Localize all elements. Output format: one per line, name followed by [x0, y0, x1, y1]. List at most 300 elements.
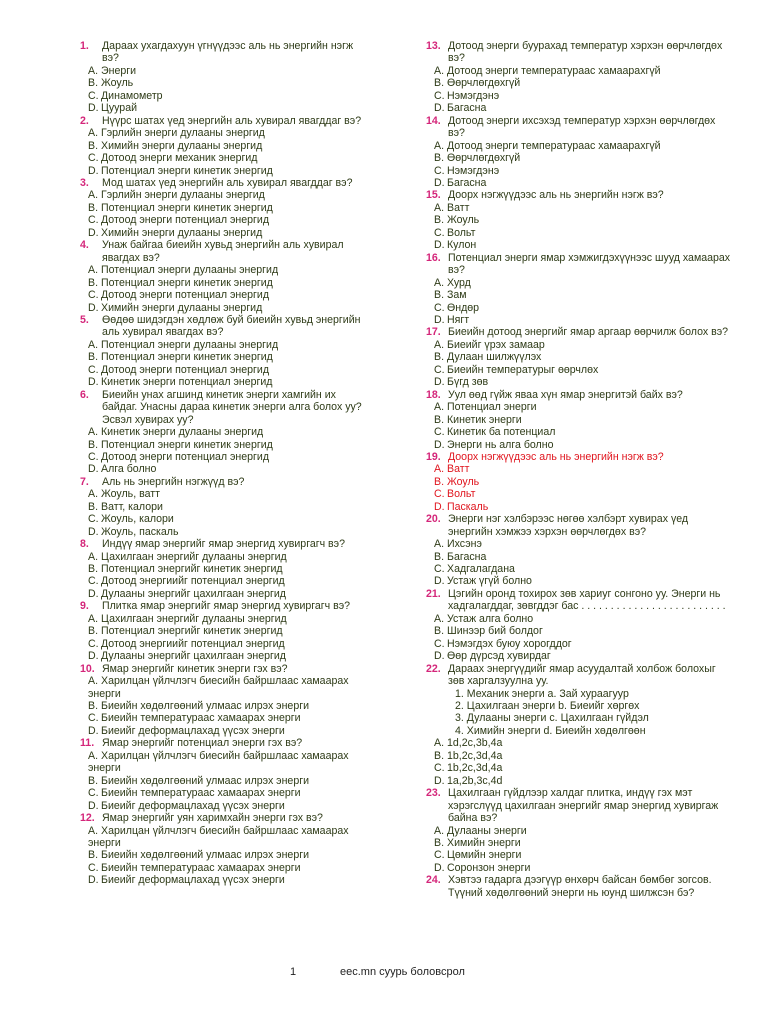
question-block: [414, 663, 734, 688]
option-letter: C.: [88, 89, 99, 102]
option-text: Дотоод энерги потенциал энергид: [101, 214, 269, 227]
answer-option[interactable]: [88, 339, 368, 351]
option-text: Химийн энерги: [447, 837, 521, 849]
option-letter: B.: [434, 289, 445, 302]
option-letter: B.: [88, 849, 99, 862]
question-number: 18.: [426, 388, 441, 401]
option-text: Дотоод энерги механик энергид: [101, 152, 258, 165]
option-letter: C.: [88, 787, 99, 800]
question-number: 20.: [426, 513, 441, 526]
question-block: [68, 314, 368, 339]
answer-option[interactable]: [434, 563, 734, 575]
answer-option[interactable]: [88, 650, 368, 662]
option-text: Багасна: [447, 550, 487, 563]
answer-option[interactable]: [88, 289, 368, 301]
option-letter: B.: [434, 837, 445, 849]
option-letter: C.: [88, 363, 99, 376]
option-letter: D.: [88, 164, 99, 177]
question-number: 19.: [426, 450, 441, 463]
answer-option[interactable]: [434, 488, 734, 500]
answer-option[interactable]: [434, 227, 734, 239]
answer-option[interactable]: [88, 463, 368, 475]
question-text: Мод шатах үед энергийн аль хувирал явагддаг вэ?: [102, 176, 353, 189]
option-text: Дулаан шилжүүлэх: [447, 351, 542, 364]
question-text: Ямар энергийг потенциал энерги гэх вэ?: [102, 737, 303, 750]
option-letter: B.: [434, 625, 445, 638]
option-text: Кинетик энерги потенциал энергид: [101, 376, 273, 389]
option-letter: D.: [88, 650, 99, 663]
question-block: [414, 252, 734, 277]
answer-option[interactable]: [88, 202, 368, 214]
option-letter: C.: [88, 712, 99, 725]
option-text: Кинетик энерги: [447, 413, 522, 426]
answer-option[interactable]: [434, 152, 734, 164]
option-letter: A.: [88, 749, 99, 762]
question-number: 7.: [80, 475, 89, 488]
answer-option[interactable]: [434, 314, 734, 326]
answer-option[interactable]: [88, 712, 368, 724]
answer-option[interactable]: [434, 376, 734, 388]
question-block: [414, 40, 734, 65]
answer-option[interactable]: [88, 787, 368, 799]
answer-option[interactable]: [434, 351, 734, 363]
answer-option[interactable]: [434, 214, 734, 226]
option-letter: B.: [434, 152, 445, 165]
option-text: Харилцан үйлчлэгч биесийн байршлаас хамаарах энерги: [88, 749, 349, 775]
answer-options: [414, 825, 734, 875]
question-block: [68, 663, 368, 675]
option-text: Жоуль, паскаль: [101, 525, 179, 538]
answer-option[interactable]: [88, 588, 368, 600]
footer-source: eec.mn суурь боловсрол: [340, 966, 465, 978]
option-text: Дулааны энерги: [447, 824, 527, 837]
answer-option[interactable]: [88, 277, 368, 289]
answer-option[interactable]: [88, 302, 368, 314]
answer-options: [68, 426, 368, 476]
option-letter: D.: [88, 376, 99, 389]
answer-option[interactable]: [88, 227, 368, 239]
question-text: Энерги нэг хэлбэрээс нөгөө хэлбэрт хувирах үед энергийн хэмжээ хэрхэн өөрчлөгдөх вэ?: [448, 513, 689, 538]
answer-option[interactable]: [88, 439, 368, 451]
answer-option[interactable]: [434, 737, 734, 749]
answer-option[interactable]: [88, 77, 368, 89]
option-text: Багасна: [447, 102, 487, 115]
option-text: Ватт, калори: [101, 500, 163, 513]
option-text: 1b,2c,3d,4a: [447, 762, 503, 775]
option-text: Химийн энерги дулааны энергид: [101, 226, 263, 239]
option-text: Өөрчлөгдөхгүй: [447, 77, 521, 90]
option-letter: B.: [88, 700, 99, 713]
option-letter: D.: [434, 102, 445, 115]
answer-option[interactable]: [88, 513, 368, 525]
option-letter: A.: [88, 264, 99, 277]
question-block: [414, 326, 734, 338]
answer-option[interactable]: [434, 638, 734, 650]
option-letter: C.: [434, 637, 445, 650]
answer-option[interactable]: [434, 65, 734, 77]
answer-option[interactable]: [434, 277, 734, 289]
option-letter: A.: [434, 401, 445, 414]
question-block: [68, 40, 368, 65]
answer-option[interactable]: [88, 700, 368, 712]
question-text: Дотоод энерги буурахад температур хэрхэн өөрчлөгдөх вэ?: [448, 40, 723, 65]
option-text: Биеийг үрэх замаар: [447, 338, 545, 351]
option-text: Биеийн температураас хамаарах энерги: [101, 712, 301, 725]
answer-option[interactable]: [88, 675, 368, 700]
option-letter: D.: [434, 861, 445, 874]
option-text: Биеийн хөдөлгөөний улмаас илрэх энерги: [101, 849, 310, 862]
answer-option[interactable]: [434, 239, 734, 251]
option-text: Потенциал энерги: [447, 401, 537, 414]
option-text: Биеийг деформацлахад үүсэх энерги: [101, 799, 285, 812]
question-text: Аль нь энергийн нэгжүүд вэ?: [102, 475, 245, 488]
answer-option[interactable]: [88, 849, 368, 861]
question-number: 2.: [80, 114, 89, 127]
question-text: Уул өөд гүйж яваа хүн ямар энергитэй байх вэ?: [448, 388, 683, 401]
option-letter: B.: [434, 475, 445, 488]
answer-option[interactable]: [88, 152, 368, 164]
option-letter: D.: [88, 301, 99, 314]
option-text: Вольт: [447, 226, 476, 239]
answer-option[interactable]: [434, 825, 734, 837]
option-letter: D.: [88, 102, 99, 115]
question-block: [68, 177, 368, 189]
option-text: Потенциал энерги кинетик энергид: [101, 164, 273, 177]
question-block: [414, 513, 734, 538]
answer-option[interactable]: [88, 638, 368, 650]
answer-option[interactable]: [434, 364, 734, 376]
answer-option[interactable]: [88, 800, 368, 812]
option-letter: C.: [434, 164, 445, 177]
option-letter: D.: [88, 587, 99, 600]
question-text: Дараах энергүүдийг ямар асуудалтай холбож болохыг зөв харгалзуулна уу.: [448, 662, 716, 688]
option-letter: A.: [88, 189, 99, 202]
option-letter: B.: [434, 77, 445, 90]
option-text: Потенциал энерги дулааны энергид: [101, 264, 279, 277]
answer-option[interactable]: [434, 463, 734, 475]
option-letter: B.: [88, 500, 99, 513]
option-letter: A.: [434, 201, 445, 214]
answer-option[interactable]: [434, 762, 734, 774]
answer-option[interactable]: [434, 140, 734, 152]
option-letter: D.: [434, 438, 445, 451]
option-letter: B.: [88, 276, 99, 289]
option-text: Кинетик энерги дулааны энергид: [101, 426, 264, 439]
question-text: Ямар энергийг кинетик энерги гэх вэ?: [102, 662, 288, 675]
option-text: Гэрлийн энерги дулааны энергид: [101, 189, 265, 202]
option-text: Гэрлийн энерги дулааны энергид: [101, 127, 265, 140]
option-letter: B.: [434, 351, 445, 364]
option-letter: A.: [434, 463, 445, 476]
option-text: Харилцан үйлчлэгч биесийн байршлаас хамаарах энерги: [88, 824, 349, 849]
option-text: Ватт: [447, 201, 470, 214]
option-text: Алга болно: [101, 463, 157, 476]
option-text: Соронзон энерги: [447, 861, 531, 874]
question-number: 11.: [80, 737, 95, 750]
answer-option[interactable]: [88, 825, 368, 850]
question-number: 1.: [80, 40, 89, 52]
answer-option[interactable]: [434, 551, 734, 563]
option-letter: C.: [88, 575, 99, 588]
question-number: 24.: [426, 874, 441, 887]
option-text: Паскаль: [447, 500, 489, 513]
answer-option[interactable]: [434, 625, 734, 637]
answer-option[interactable]: [434, 90, 734, 102]
option-letter: C.: [434, 563, 445, 576]
question-block: [68, 476, 368, 488]
answer-option[interactable]: [88, 775, 368, 787]
option-text: Жоуль: [447, 214, 480, 227]
question-number: 23.: [426, 787, 441, 800]
answer-option[interactable]: [434, 339, 734, 351]
answer-options: [414, 277, 734, 327]
option-letter: D.: [434, 376, 445, 389]
option-letter: B.: [88, 625, 99, 638]
question-number: 9.: [80, 600, 89, 613]
option-text: Энерги: [101, 64, 137, 77]
answer-option[interactable]: [434, 501, 734, 513]
answer-option[interactable]: [88, 488, 368, 500]
question-text: Плитка ямар энергийг ямар энергид хувиргагч вэ?: [102, 600, 351, 613]
option-text: Өөрчлөгдөхгүй: [447, 152, 521, 165]
question-block: [68, 812, 368, 824]
option-letter: D.: [434, 176, 445, 189]
option-text: Зам: [447, 289, 467, 302]
answer-option[interactable]: [88, 551, 368, 563]
option-text: Дотоод энерги температураас хамаарахгүй: [447, 139, 661, 152]
answer-options: [68, 65, 368, 115]
answer-option[interactable]: [434, 650, 734, 662]
option-text: Цахилгаан энергийг дулааны энергид: [101, 550, 287, 563]
question-number: 14.: [426, 114, 441, 127]
question-number: 5.: [80, 313, 89, 326]
option-text: Бүгд зөв: [447, 376, 489, 389]
answer-option[interactable]: [88, 575, 368, 587]
option-text: Дотоод энерги потенциал энергид: [101, 450, 269, 463]
option-text: Ватт: [447, 463, 470, 476]
answer-options: [414, 737, 734, 787]
answer-options: [414, 463, 734, 513]
answer-option[interactable]: [434, 775, 734, 787]
option-text: Потенциал энерги кинетик энергид: [101, 438, 273, 451]
option-text: Жоуль, ватт: [101, 488, 160, 501]
question-text: Нүүрс шатах үед энергийн аль хувирал явагддаг вэ?: [102, 114, 362, 127]
answer-option[interactable]: [88, 563, 368, 575]
matching-item: 2. Цахилгаан энерги b. Биеийг хөргөх: [455, 700, 640, 713]
option-text: Химийн энерги дулааны энергид: [101, 301, 263, 314]
option-text: Жоуль: [101, 77, 134, 90]
question-text: Биеийн дотоод энергийг ямар аргаар өөрчилж болох вэ?: [448, 326, 729, 339]
option-text: Цахилгаан энергийг дулааны энергид: [101, 612, 287, 625]
matching-item: 3. Дулааны энерги c. Цахилгаан гүйдэл: [455, 712, 649, 725]
question-number: 13.: [426, 40, 441, 52]
answer-options: [68, 675, 368, 737]
question-block: [414, 189, 734, 201]
option-text: Нэмэгдэнэ: [447, 89, 500, 102]
answer-option[interactable]: [434, 538, 734, 550]
option-letter: B.: [434, 413, 445, 426]
option-letter: C.: [434, 762, 445, 775]
answer-option[interactable]: [88, 526, 368, 538]
question-number: 3.: [80, 176, 89, 189]
option-letter: C.: [88, 214, 99, 227]
answer-option[interactable]: [88, 351, 368, 363]
answer-option[interactable]: [88, 140, 368, 152]
option-letter: D.: [434, 774, 445, 787]
question-block: [414, 451, 734, 463]
option-letter: C.: [434, 426, 445, 439]
option-letter: D.: [434, 500, 445, 513]
option-letter: A.: [434, 612, 445, 625]
answer-option[interactable]: [434, 426, 734, 438]
matching-item: 1. Механик энерги a. Зай хураагуур: [455, 687, 629, 700]
answer-options: [68, 264, 368, 314]
answer-option[interactable]: [88, 214, 368, 226]
answer-option[interactable]: [88, 874, 368, 886]
option-text: Потенциал энергийг кинетик энергид: [101, 625, 283, 638]
option-text: Биеийг деформацлахад үүсэх энерги: [101, 874, 285, 887]
option-text: Харилцан үйлчлэгч биесийн байршлаас хамаарах энерги: [88, 675, 349, 700]
option-letter: C.: [88, 289, 99, 302]
option-text: Дулааны энергийг цахилгаан энергид: [101, 587, 286, 600]
question-block: [68, 239, 368, 264]
question-number: 16.: [426, 251, 441, 264]
question-number: 12.: [80, 812, 95, 825]
answer-option[interactable]: [88, 264, 368, 276]
answer-option[interactable]: [88, 862, 368, 874]
option-letter: B.: [88, 77, 99, 90]
answer-option[interactable]: [434, 414, 734, 426]
answer-option[interactable]: [88, 189, 368, 201]
option-letter: A.: [88, 426, 99, 439]
answer-option[interactable]: [88, 127, 368, 139]
option-letter: B.: [88, 774, 99, 787]
answer-option[interactable]: [434, 289, 734, 301]
option-letter: B.: [88, 201, 99, 214]
answer-option[interactable]: [434, 849, 734, 861]
answer-option[interactable]: [434, 202, 734, 214]
answer-option[interactable]: [88, 725, 368, 737]
option-text: Биеийн хөдөлгөөний улмаас илрэх энерги: [101, 774, 310, 787]
question-text: Индүү ямар энергийг ямар энергид хувиргагч вэ?: [102, 538, 345, 551]
question-number: 21.: [426, 587, 441, 600]
option-text: Потенциал энерги кинетик энергид: [101, 201, 273, 214]
answer-options: [68, 750, 368, 812]
answer-option[interactable]: [88, 90, 368, 102]
answer-option[interactable]: [434, 401, 734, 413]
option-text: Химийн энерги дулааны энергид: [101, 139, 263, 152]
question-block: [68, 389, 368, 426]
option-text: Динамометр: [101, 89, 163, 102]
option-text: Жоуль, калори: [101, 513, 174, 526]
question-text: Доорх нэгжүүдээс аль нь энергийн нэгж вэ?: [448, 450, 664, 463]
answer-option[interactable]: [434, 102, 734, 114]
option-letter: A.: [88, 612, 99, 625]
option-letter: D.: [434, 239, 445, 252]
option-letter: B.: [434, 214, 445, 227]
option-text: Хадгалагдана: [447, 563, 515, 576]
option-letter: A.: [434, 139, 445, 152]
option-text: Биеийн температураас хамаарах энерги: [101, 787, 301, 800]
option-letter: C.: [434, 89, 445, 102]
question-block: [414, 588, 734, 613]
answer-option[interactable]: [434, 862, 734, 874]
option-letter: A.: [434, 538, 445, 551]
option-text: Өөр дүрсэд хувирдаг: [447, 650, 551, 663]
question-number: 8.: [80, 538, 89, 551]
answer-option[interactable]: [434, 177, 734, 189]
question-number: 22.: [426, 662, 441, 675]
option-text: Энерги нь алга болно: [447, 438, 554, 451]
option-letter: A.: [88, 675, 99, 688]
option-letter: A.: [434, 64, 445, 77]
answer-option[interactable]: [434, 575, 734, 587]
answer-option[interactable]: [88, 364, 368, 376]
left-column: [68, 40, 368, 887]
question-block: [68, 737, 368, 749]
answer-option[interactable]: [434, 837, 734, 849]
answer-option[interactable]: [434, 165, 734, 177]
option-letter: C.: [434, 363, 445, 376]
option-text: Биеийг деформацлахад үүсэх энерги: [101, 724, 285, 737]
option-letter: D.: [434, 650, 445, 663]
option-letter: A.: [88, 824, 99, 837]
option-text: 1b,2c,3d,4a: [447, 749, 503, 762]
answer-option[interactable]: [434, 613, 734, 625]
answer-option[interactable]: [88, 501, 368, 513]
option-letter: D.: [88, 799, 99, 812]
option-text: Дотоод энергиийг потенциал энергид: [101, 575, 285, 588]
answer-option[interactable]: [434, 77, 734, 89]
answer-option[interactable]: [88, 613, 368, 625]
page-number: 1: [290, 966, 297, 978]
answer-option[interactable]: [434, 439, 734, 451]
answer-option[interactable]: [434, 750, 734, 762]
option-text: Биеийн температураас хамаарах энерги: [101, 861, 301, 874]
answer-option[interactable]: [88, 625, 368, 637]
option-letter: B.: [88, 563, 99, 576]
question-text: Цахилгаан гүйдлээр халдаг плитка, индүү гэх мэт хэрэгслүүд цахилгаан энергийг ямар энергид хувиргаж байна вэ?: [448, 787, 719, 825]
question-block: [68, 538, 368, 550]
question-text: Биеийн унах агшинд кинетик энерги хамгийн их байдаг. Унасны дараа кинетик энерги алга болох уу? Эсвэл хувирах уу?: [102, 388, 362, 426]
option-letter: A.: [434, 824, 445, 837]
answer-options: [68, 339, 368, 389]
option-letter: D.: [88, 525, 99, 538]
answer-option[interactable]: [88, 376, 368, 388]
answer-options: [414, 613, 734, 663]
option-letter: A.: [88, 127, 99, 140]
matching-item: 4. Химийн энерги d. Биеийн хөдөлгөөн: [455, 724, 646, 737]
option-letter: C.: [88, 861, 99, 874]
answer-options: [414, 401, 734, 451]
answer-option[interactable]: [88, 102, 368, 114]
answer-option[interactable]: [88, 165, 368, 177]
answer-option[interactable]: [88, 750, 368, 775]
option-letter: D.: [434, 313, 445, 326]
option-text: 1a,2b,3c,4d: [447, 774, 503, 787]
option-letter: B.: [88, 438, 99, 451]
question-text: Ямар энергийг уян харимхайн энерги гэх вэ?: [102, 812, 323, 825]
question-text: Дараах ухагдахуун үгнүүдээс аль нь энергийн нэгж вэ?: [102, 40, 354, 65]
answer-option[interactable]: [88, 426, 368, 438]
answer-option[interactable]: [434, 476, 734, 488]
answer-option[interactable]: [88, 65, 368, 77]
question-text: Потенциал энерги ямар хэмжигдэхүүнээс шууд хамаарах вэ?: [448, 251, 731, 277]
option-letter: C.: [434, 849, 445, 862]
answer-option[interactable]: [88, 451, 368, 463]
question-number: 15.: [426, 189, 441, 202]
answer-option[interactable]: [434, 302, 734, 314]
